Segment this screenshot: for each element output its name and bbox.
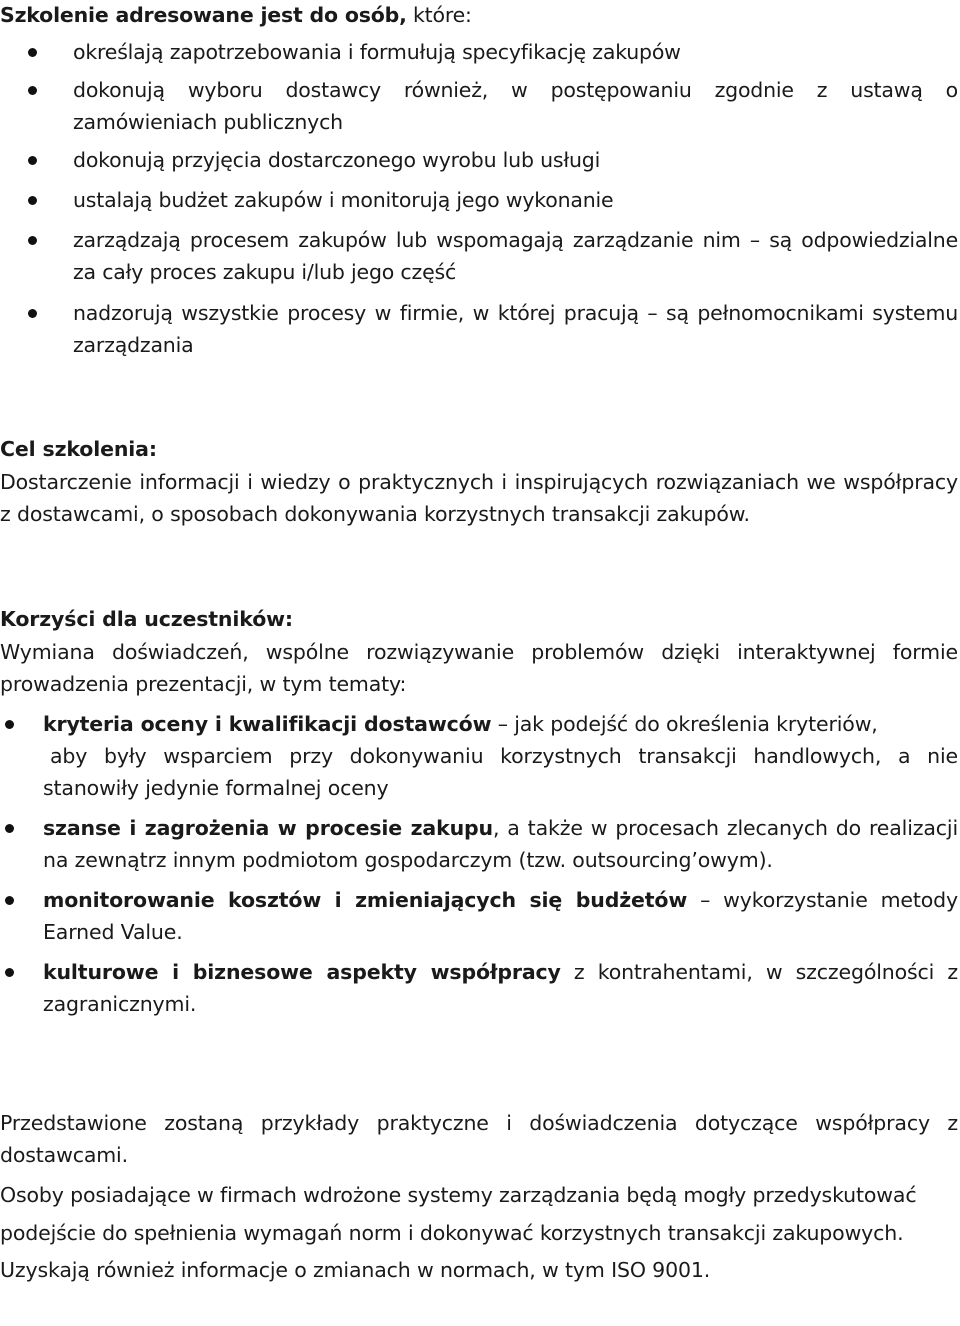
list-item-text: z kontrahentami, w szczególności z zagranicznymi.: [43, 959, 958, 1016]
list-item: [0, 224, 958, 288]
list-item-text: – wykorzystanie metody Earned Value.: [43, 887, 958, 944]
list-item: [0, 297, 958, 361]
closing-paragraph: Uzyskają również informacje o zmianach w normach, w tym ISO 9001.: [0, 1258, 711, 1282]
bullet-icon: [28, 156, 37, 165]
goal-text: Dostarczenie informacji i wiedzy o praktycznych i inspirujących rozwiązaniach we współpracy z dostawcami, o sposobach dokonywania korzystnych transakcji zakupów.: [0, 469, 958, 526]
bullet-icon: [28, 196, 37, 205]
benefits-list: [0, 708, 958, 1020]
list-item-text: nadzorują wszystkie procesy w firmie, w której pracują – są pełnomocnikami systemu zarządzania: [73, 301, 958, 357]
list-item-bold: kryteria oceny i kwalifikacji dostawców: [43, 711, 492, 736]
bullet-icon: [28, 309, 37, 318]
bullet-icon: [28, 48, 37, 57]
benefits-intro: Wymiana doświadczeń, wspólne rozwiązywanie problemów dzięki interaktywnej formie prowadzenia prezentacji, w tym tematy:: [0, 639, 958, 696]
list-item-text: – jak podejść do określenia kryteriów,: [491, 711, 878, 736]
audience-heading-bold: Szkolenie adresowane jest do osób,: [0, 3, 407, 27]
list-item-text: , a także w procesach zlecanych do realizacji na zewnątrz innym podmiotom gospodarczym (tzw. outsourcing’owym).: [43, 815, 958, 872]
list-item: [0, 36, 958, 68]
benefits-section: [0, 603, 958, 1020]
audience-section: [0, 0, 958, 361]
list-item: [0, 184, 958, 216]
bullet-icon: [28, 86, 37, 95]
audience-list: [0, 36, 958, 361]
closing-paragraph: Przedstawione zostaną przykłady praktyczne i doświadczenia dotyczące współpracy z dostawcami.: [0, 1111, 958, 1167]
goal-section: [0, 433, 958, 531]
bullet-icon: [5, 968, 14, 977]
list-item-bold: monitorowanie kosztów i zmieniających się budżetów: [43, 887, 688, 912]
list-item: [0, 708, 958, 804]
list-item: [0, 884, 958, 948]
list-item-text: dokonują wyboru dostawcy również, w postępowaniu zgodnie z ustawą o zamówieniach publicznych: [73, 78, 958, 134]
goal-heading: Cel szkolenia:: [0, 437, 157, 461]
list-item-text: aby były wsparciem przy dokonywaniu korzystnych transakcji handlowych, a nie stanowiły jedynie formalnej oceny: [43, 743, 958, 800]
list-item: [0, 812, 958, 876]
closing-section: [0, 1107, 958, 1290]
bullet-icon: [5, 720, 14, 729]
list-item: [0, 144, 958, 176]
list-item-text: ustalają budżet zakupów i monitorują jego wykonanie: [73, 188, 614, 212]
bullet-icon: [5, 896, 14, 905]
list-item-text: dokonują przyjęcia dostarczonego wyrobu lub usługi: [73, 148, 601, 172]
benefits-heading: Korzyści dla uczestników:: [0, 607, 293, 631]
list-item-bold: kulturowe i biznesowe aspekty współpracy: [43, 959, 561, 984]
bullet-icon: [5, 824, 14, 833]
audience-heading-rest: które:: [406, 3, 472, 27]
list-item: [0, 956, 958, 1020]
list-item-bold: szanse i zagrożenia w procesie zakupu: [43, 815, 493, 840]
audience-heading: [0, 0, 958, 30]
list-item-text: zarządzają procesem zakupów lub wspomagają zarządzanie nim – są odpowiedzialne za cały proces zakupu i/lub jego część: [73, 228, 958, 284]
closing-paragraph: Osoby posiadające w firmach wdrożone systemy zarządzania będą mogły przedyskutować podejście do spełnienia wymagań norm i dokonywać korzystnych transakcji zakupowych.: [0, 1183, 917, 1245]
bullet-icon: [28, 236, 37, 245]
list-item: [0, 74, 958, 138]
list-item-text: określają zapotrzebowania i formułują specyfikację zakupów: [73, 40, 681, 64]
